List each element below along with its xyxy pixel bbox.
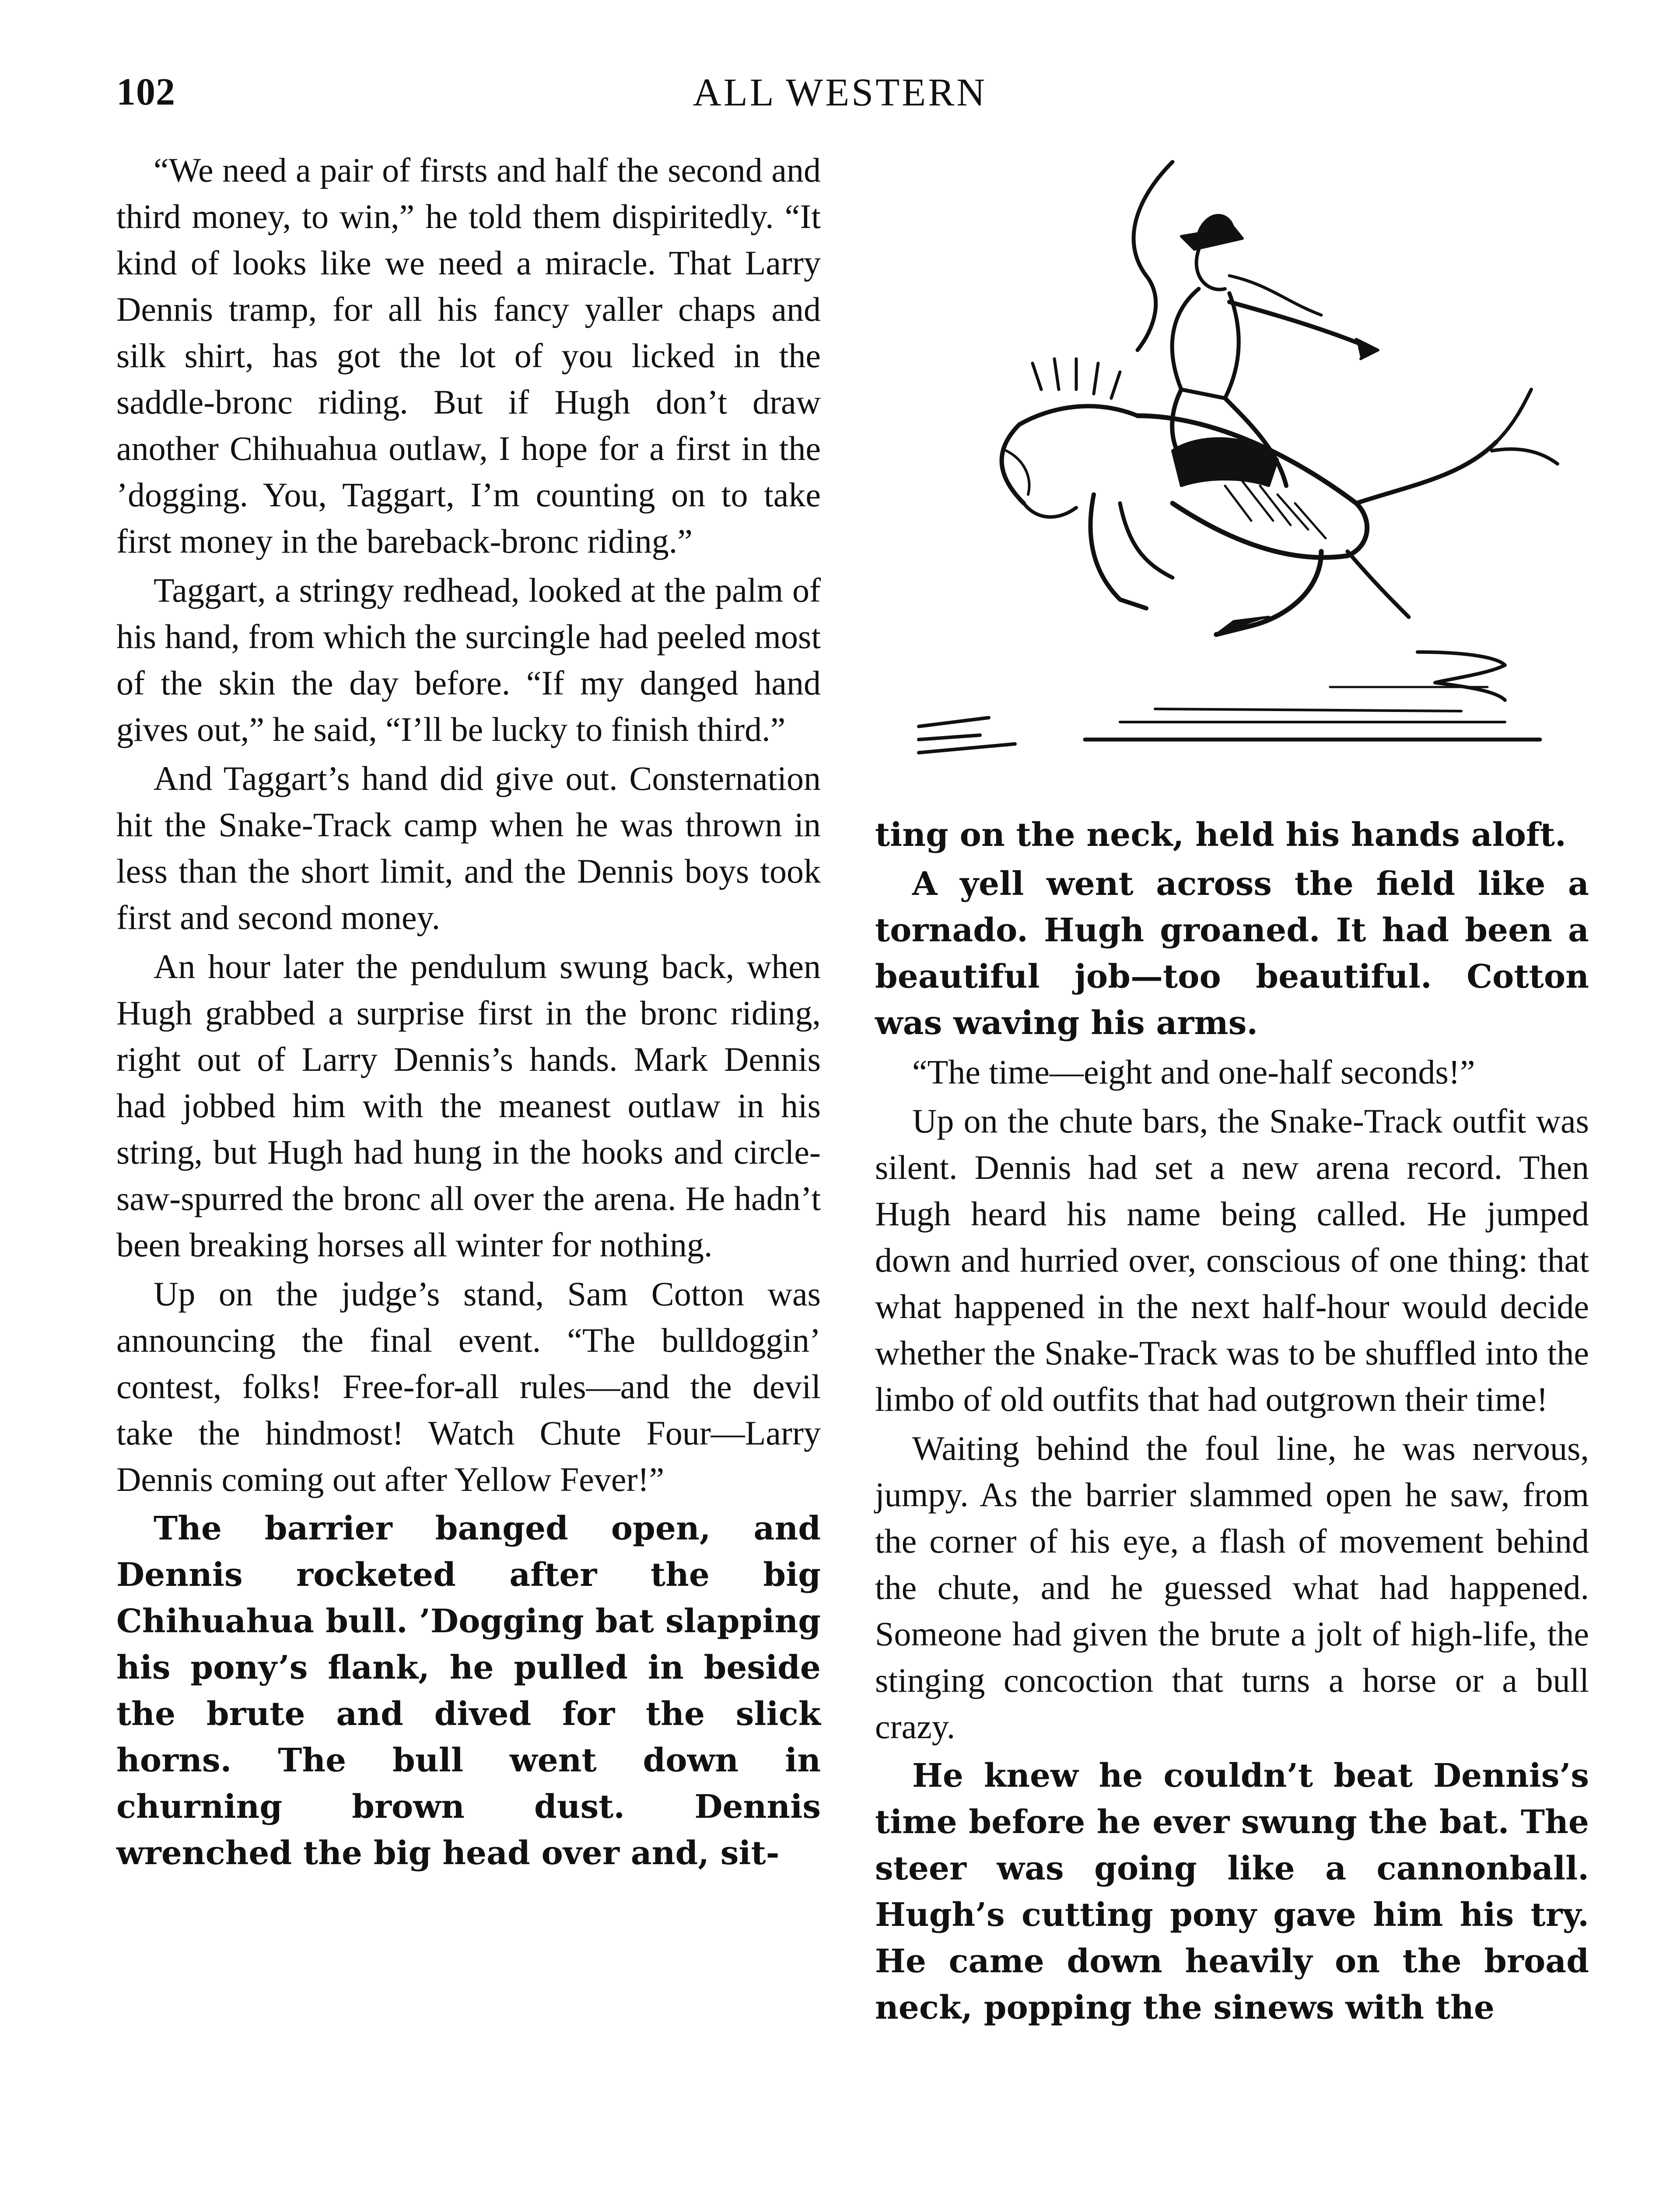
paragraph: And Taggart’s hand did give out. Consternation hit the Snake-Track camp when he was thrown in less than the short limit, and the Dennis boys took first and second money.: [116, 759, 821, 936]
right-column: [875, 812, 1589, 2034]
paragraph: Up on the judge’s stand, Sam Cotton was announcing the final event. “The bulldoggin’ contest, folks! Free-for-all rules—and the devil take the hindmost! Watch Chute Four—Larry Dennis coming out after Yellow Fever!”: [116, 1275, 821, 1498]
paragraph: The barrier banged open, and Dennis rocketed after the big Chihuahua bull. ’Dogging bat slapping his pony’s flank, he pulled in beside the brute and dived for the slick horns. The bull went down in churning brown dust. Dennis wrenched the big head over and, sit-: [116, 1510, 821, 1872]
running-title: ALL WESTERN: [693, 71, 987, 114]
paragraph: He knew he couldn’t beat Dennis’s time before he ever swung the bat. The steer was going like a cannonball. Hugh’s cutting pony gave him his try. He came down heavily on the broad neck, popping the sinews with the: [875, 1757, 1589, 2027]
page-number: 102: [116, 71, 175, 113]
paragraph: “We need a pair of firsts and half the second and third money, to win,” he told them dispiritedly. “It kind of looks like we need a miracle. That Larry Dennis tramp, for all his fancy yaller chaps and silk shirt, has got the lot of you licked in the saddle-bronc riding. But if Hugh don’t draw another Chihuahua outlaw, I hope for a first in the ’dogging. You, Taggart, I’m counting on to take first money in the bareback-bronc riding.”: [116, 151, 821, 560]
paragraph: “The time—eight and one-half seconds!”: [912, 1053, 1475, 1091]
paragraph: Waiting behind the foul line, he was nervous, jumpy. As the barrier slammed open he saw, from the corner of his eye, a flash of movement behind the chute, and he guessed what had happened. Someone had given the brute a jolt of high-life, the stinging concoction that turns a horse or a bull crazy.: [875, 1429, 1589, 1746]
paragraph: ting on the neck, held his hands aloft.: [875, 816, 1566, 854]
page-header: [0, 70, 1680, 123]
paragraph: A yell went across the field like a tornado. Hugh groaned. It had been a beautiful job—too beautiful. Cotton was waving his arms.: [875, 865, 1589, 1042]
paragraph: Up on the chute bars, the Snake-Track outfit was silent. Dennis had set a new arena record. Then Hugh heard his name being called. He jumped down and hurried over, conscious of one thing: that what happened in the next half-hour would decide whether the Snake-Track was to be shuffled into the limbo of old outfits that had outgrown their time!: [875, 1102, 1589, 1418]
paragraph: Taggart, a stringy redhead, looked at the palm of his hand, from which the surcingle had peeled most of the skin the day before. “If my danged hand gives out,” he said, “I’ll be lucky to finish third.”: [116, 571, 821, 748]
left-column: [116, 147, 821, 1879]
paragraph: An hour later the pendulum swung back, when Hugh grabbed a surprise first in the bronc riding, right out of Larry Dennis’s hands. Mark Dennis had jobbed him with the meanest outlaw in his string, but Hugh had hung in the hooks and circle-saw-spurred the bronc all over the arena. He hadn’t been breaking horses all winter for nothing.: [116, 947, 821, 1264]
bronc-rider-illustration: [892, 144, 1592, 792]
